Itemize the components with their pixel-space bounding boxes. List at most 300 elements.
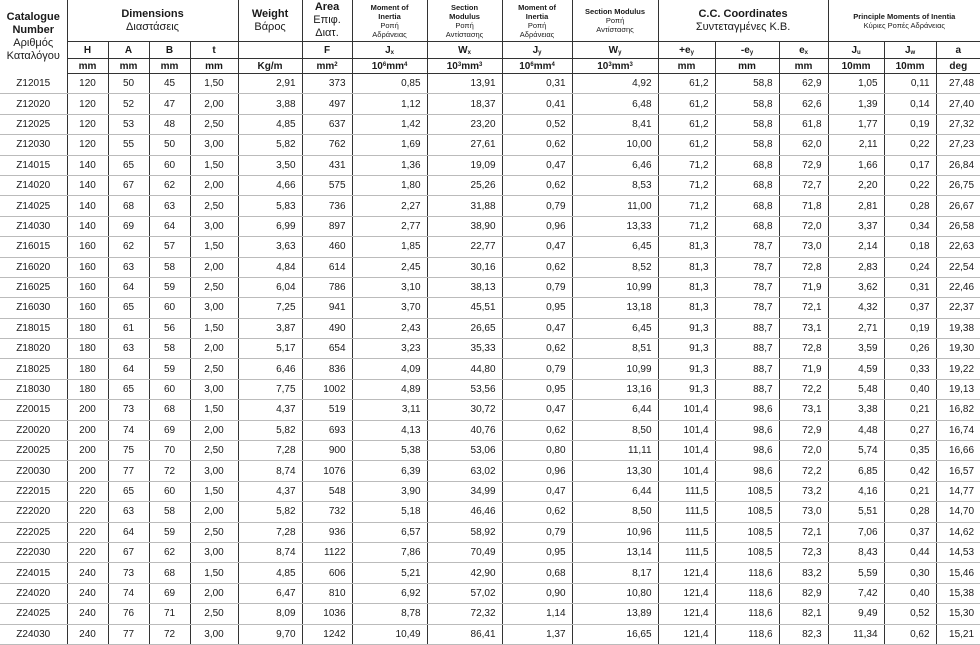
table-cell: 200 [67,461,108,481]
table-cell: 26,58 [936,216,980,236]
table-cell: 614 [302,257,352,277]
table-cell: 0,28 [884,196,936,216]
table-cell: 2,43 [352,318,427,338]
table-cell: 8,50 [572,420,658,440]
table-cell: 0,52 [502,114,572,134]
table-cell: 60 [149,298,190,318]
table-cell: 101,4 [658,441,715,461]
symbol-subscript: y [690,49,694,56]
table-cell: 121,4 [658,563,715,583]
unit-text: 10 [446,60,458,72]
table-cell: 3,00 [190,298,238,318]
table-cell: 0,19 [884,318,936,338]
column-symbol [936,42,980,59]
symbol-text: J [851,44,857,56]
table-cell: 58,92 [427,522,502,542]
table-cell: 180 [67,318,108,338]
table-cell: 431 [302,155,352,175]
table-cell: 56 [149,318,190,338]
table-row [0,359,980,379]
table-cell: 1,37 [502,624,572,644]
table-cell: 68 [149,563,190,583]
table-cell: 46,46 [427,502,502,522]
table-cell: 19,09 [427,155,502,175]
table-row [0,74,980,94]
table-cell: 0,80 [502,441,572,461]
column-unit [936,59,980,74]
table-cell: Z12025 [0,114,67,134]
unit-exponent: 3 [608,61,612,68]
column-unit [149,59,190,74]
table-cell: 88,7 [715,359,779,379]
column-symbol [828,42,884,59]
table-cell: 0,17 [884,155,936,175]
table-cell: 74 [108,583,149,603]
table-cell: 4,85 [238,114,302,134]
table-cell: 19,22 [936,359,980,379]
table-row [0,114,980,134]
table-cell: 35,33 [427,339,502,359]
table-cell: 762 [302,135,352,155]
table-cell: 3,11 [352,400,427,420]
table-cell: 55 [108,135,149,155]
table-cell: 72,1 [779,522,828,542]
unit-text: 10mm [895,60,925,72]
table-cell: 5,48 [828,379,884,399]
table-cell: 58,8 [715,135,779,155]
table-row [0,420,980,440]
table-cell: 47 [149,94,190,114]
table-cell: 1,50 [190,481,238,501]
table-cell: 118,6 [715,583,779,603]
table-cell: 7,42 [828,583,884,603]
unit-text: 10 [519,60,531,72]
table-cell: 654 [302,339,352,359]
table-cell: 72,9 [779,420,828,440]
unit-tail-exponent: 3 [479,61,483,68]
table-cell: 101,4 [658,461,715,481]
table-cell: 2,50 [190,441,238,461]
unit-tail-exponent: 3 [629,61,633,68]
table-cell: 86,41 [427,624,502,644]
table-cell: Z22020 [0,502,67,522]
table-cell: 58 [149,339,190,359]
table-cell: 26,67 [936,196,980,216]
table-cell: 0,11 [884,74,936,94]
table-cell: 836 [302,359,352,379]
table-cell: 22,77 [427,237,502,257]
table-cell: 59 [149,277,190,297]
table-cell: 3,00 [190,216,238,236]
table-cell: Z14015 [0,155,67,175]
table-cell: 111,5 [658,542,715,562]
table-cell: 6,46 [238,359,302,379]
table-cell: 2,14 [828,237,884,257]
table-cell: 71,9 [779,277,828,297]
table-cell: Z22030 [0,542,67,562]
table-cell: 16,65 [572,624,658,644]
table-cell: 0,62 [884,624,936,644]
table-cell: 810 [302,583,352,603]
table-cell: 3,88 [238,94,302,114]
table-cell: 5,83 [238,196,302,216]
table-cell: 3,59 [828,339,884,359]
table-cell: 7,06 [828,522,884,542]
unit-text: mm [677,60,696,72]
unit-text: mm [160,60,179,72]
table-cell: 0,28 [884,502,936,522]
table-cell: 2,27 [352,196,427,216]
table-cell: 64 [108,522,149,542]
table-cell: 936 [302,522,352,542]
table-cell: 1,77 [828,114,884,134]
table-cell: 2,00 [190,257,238,277]
table-cell: 786 [302,277,352,297]
table-cell: 736 [302,196,352,216]
table-cell: 5,82 [238,420,302,440]
table-cell: 6,48 [572,94,658,114]
table-cell: 7,28 [238,522,302,542]
table-cell: 65 [108,298,149,318]
table-cell: 15,21 [936,624,980,644]
column-symbol [715,42,779,59]
table-cell: 7,86 [352,542,427,562]
table-cell: Z22025 [0,522,67,542]
symbol-text: +e [679,44,691,56]
table-cell: 120 [67,74,108,94]
table-cell: 0,96 [502,216,572,236]
table-cell: 0,41 [502,94,572,114]
table-cell: Z14030 [0,216,67,236]
table-cell: 0,33 [884,359,936,379]
table-row [0,563,980,583]
table-cell: 1,85 [352,237,427,257]
table-cell: 6,45 [572,318,658,338]
table-cell: 27,40 [936,94,980,114]
table-cell: 38,90 [427,216,502,236]
table-cell: 16,66 [936,441,980,461]
table-cell: 6,46 [572,155,658,175]
table-cell: 19,13 [936,379,980,399]
section-modulus-y-header: Section Modulus Ροπή Αντίστασης [572,0,658,42]
cc-coordinates-header: C.C. Coordinates Συντεταγμένες Κ.Β. [658,0,828,42]
table-cell: 6,39 [352,461,427,481]
table-cell: 58,8 [715,74,779,94]
symbol-text: e [799,44,805,56]
symbol-text: a [955,44,962,56]
table-cell: 6,85 [828,461,884,481]
table-cell: 8,52 [572,257,658,277]
table-cell: 3,63 [238,237,302,257]
table-row [0,339,980,359]
table-cell: 11,00 [572,196,658,216]
table-cell: 71,2 [658,216,715,236]
column-unit [190,59,238,74]
table-cell: 14,77 [936,481,980,501]
table-cell: Z24030 [0,624,67,644]
table-cell: 0,79 [502,359,572,379]
table-cell: 373 [302,74,352,94]
table-cell: 900 [302,441,352,461]
table-row [0,502,980,522]
table-cell: 111,5 [658,522,715,542]
table-cell: 10,80 [572,583,658,603]
table-cell: 71,2 [658,196,715,216]
table-cell: 81,3 [658,257,715,277]
table-cell: 73,0 [779,237,828,257]
unit-exponent: 6 [382,61,387,68]
table-cell: 8,09 [238,604,302,624]
table-cell: 0,47 [502,318,572,338]
table-cell: 0,79 [502,277,572,297]
table-cell: 73,2 [779,481,828,501]
symbol-text: -e [740,44,750,56]
table-cell: 30,16 [427,257,502,277]
table-row [0,604,980,624]
table-cell: 121,4 [658,583,715,603]
table-cell: 65 [108,155,149,175]
table-row [0,175,980,195]
table-cell: 693 [302,420,352,440]
table-cell: 62 [108,237,149,257]
table-cell: 5,82 [238,502,302,522]
unit-tail-exponent: 4 [551,61,555,68]
table-cell: 0,24 [884,257,936,277]
table-cell: 1,66 [828,155,884,175]
table-cell: 71,9 [779,359,828,379]
catalogue-header: Catalogue Number Αριθμός Καταλόγου [0,0,67,74]
table-cell: Z18015 [0,318,67,338]
column-unit [238,59,302,74]
table-cell: 71,2 [658,155,715,175]
table-cell: 27,32 [936,114,980,134]
table-cell: 74 [108,420,149,440]
table-cell: Z20020 [0,420,67,440]
table-cell: 111,5 [658,502,715,522]
table-cell: 62,9 [779,74,828,94]
table-cell: 10,96 [572,522,658,542]
table-cell: 26,84 [936,155,980,175]
table-row [0,237,980,257]
unit-tail-exponent: 4 [404,61,408,68]
table-cell: 13,14 [572,542,658,562]
table-cell: 52 [108,94,149,114]
table-cell: 1,50 [190,400,238,420]
table-cell: 34,99 [427,481,502,501]
table-row [0,135,980,155]
table-row [0,196,980,216]
table-cell: 57 [149,237,190,257]
table-cell: 64 [108,277,149,297]
table-cell: 3,37 [828,216,884,236]
table-cell: 16,74 [936,420,980,440]
table-cell: 67 [108,542,149,562]
table-cell: 0,62 [502,257,572,277]
table-cell: 98,6 [715,441,779,461]
table-cell: 0,68 [502,563,572,583]
table-cell: 27,61 [427,135,502,155]
table-cell: 2,91 [238,74,302,94]
table-cell: 13,33 [572,216,658,236]
table-cell: 72,7 [779,175,828,195]
table-cell: 23,20 [427,114,502,134]
table-cell: 72,2 [779,461,828,481]
table-cell: 63 [108,339,149,359]
column-unit [658,59,715,74]
table-cell: 83,2 [779,563,828,583]
table-cell: 63 [108,257,149,277]
table-cell: Z24015 [0,563,67,583]
table-cell: 4,37 [238,481,302,501]
table-cell: 18,37 [427,94,502,114]
column-unit [352,59,427,74]
table-cell: 81,3 [658,298,715,318]
table-cell: 5,82 [238,135,302,155]
table-cell: 3,90 [352,481,427,501]
table-cell: 42,90 [427,563,502,583]
symbol-text: B [165,44,174,56]
table-cell: 30,72 [427,400,502,420]
table-cell: 1036 [302,604,352,624]
table-cell: 121,4 [658,604,715,624]
table-cell: 118,6 [715,563,779,583]
table-cell: 8,41 [572,114,658,134]
table-cell: 0,35 [884,441,936,461]
table-cell: 63 [108,502,149,522]
table-cell: 1,69 [352,135,427,155]
column-unit [828,59,884,74]
table-cell: 50 [149,135,190,155]
table-cell: 0,85 [352,74,427,94]
table-cell: 71 [149,604,190,624]
unit-text: mm [316,60,335,72]
table-cell: 240 [67,624,108,644]
table-cell: 0,19 [884,114,936,134]
table-cell: 7,28 [238,441,302,461]
table-cell: 140 [67,196,108,216]
table-cell: 0,22 [884,135,936,155]
table-cell: 3,70 [352,298,427,318]
table-cell: 108,5 [715,522,779,542]
unit-exponent: 2 [334,61,338,68]
table-cell: 13,89 [572,604,658,624]
table-cell: 60 [149,155,190,175]
table-cell: 0,34 [884,216,936,236]
table-cell: 2,50 [190,114,238,134]
table-cell: 3,38 [828,400,884,420]
table-cell: 38,13 [427,277,502,297]
column-unit [572,59,658,74]
table-row [0,583,980,603]
table-cell: 62,0 [779,135,828,155]
table-cell: 6,44 [572,400,658,420]
table-cell: 0,31 [884,277,936,297]
unit-tail: mm [386,60,404,72]
table-cell: 732 [302,502,352,522]
table-cell: 118,6 [715,604,779,624]
table-cell: 3,00 [190,379,238,399]
table-cell: 160 [67,257,108,277]
table-cell: 3,23 [352,339,427,359]
table-row [0,522,980,542]
table-cell: 4,13 [352,420,427,440]
table-cell: 26,65 [427,318,502,338]
table-cell: 82,1 [779,604,828,624]
table-cell: 3,00 [190,461,238,481]
table-cell: 120 [67,94,108,114]
table-cell: 5,38 [352,441,427,461]
column-symbol [67,42,108,59]
section-modulus-x-header: Section Modulus Ροπή Αντίστασης [427,0,502,42]
table-cell: 22,37 [936,298,980,318]
table-cell: 62 [149,175,190,195]
column-symbol [190,42,238,59]
table-cell: 2,50 [190,604,238,624]
table-cell: 2,00 [190,502,238,522]
symbol-text: F [323,44,331,56]
table-cell: 48 [149,114,190,134]
column-symbol [352,42,427,59]
table-cell: 460 [302,237,352,257]
table-cell: 73 [108,400,149,420]
table-cell: 73,1 [779,400,828,420]
table-cell: 220 [67,481,108,501]
table-cell: Z14025 [0,196,67,216]
table-cell: 1,14 [502,604,572,624]
table-cell: 1122 [302,542,352,562]
column-symbol [572,42,658,59]
table-cell: 68 [149,400,190,420]
table-cell: 5,74 [828,441,884,461]
table-cell: 8,17 [572,563,658,583]
table-cell: Z24020 [0,583,67,603]
table-cell: 65 [108,481,149,501]
table-cell: 73,0 [779,502,828,522]
table-cell: 70,49 [427,542,502,562]
table-cell: 1,80 [352,175,427,195]
table-cell: 2,50 [190,277,238,297]
table-row [0,216,980,236]
table-cell: 101,4 [658,400,715,420]
unit-text: mm [119,60,138,72]
table-cell: 3,62 [828,277,884,297]
table-cell: 1002 [302,379,352,399]
table-cell: 71,8 [779,196,828,216]
table-cell: 91,3 [658,339,715,359]
table-cell: 2,83 [828,257,884,277]
table-cell: 60 [149,481,190,501]
table-cell: 88,7 [715,318,779,338]
table-cell: 220 [67,542,108,562]
table-cell: 0,31 [502,74,572,94]
table-cell: 200 [67,400,108,420]
table-cell: 4,48 [828,420,884,440]
table-cell: 4,09 [352,359,427,379]
table-cell: 0,27 [884,420,936,440]
table-cell: 6,04 [238,277,302,297]
table-cell: 0,18 [884,237,936,257]
table-cell: 61,2 [658,74,715,94]
table-cell: 72,8 [779,257,828,277]
symbol-subscript: x [467,49,471,56]
table-cell: 0,96 [502,461,572,481]
table-cell: 73,1 [779,318,828,338]
table-row [0,400,980,420]
table-cell: 58,8 [715,114,779,134]
table-cell: 0,95 [502,379,572,399]
table-cell: 15,46 [936,563,980,583]
symbol-text: J [904,44,911,56]
